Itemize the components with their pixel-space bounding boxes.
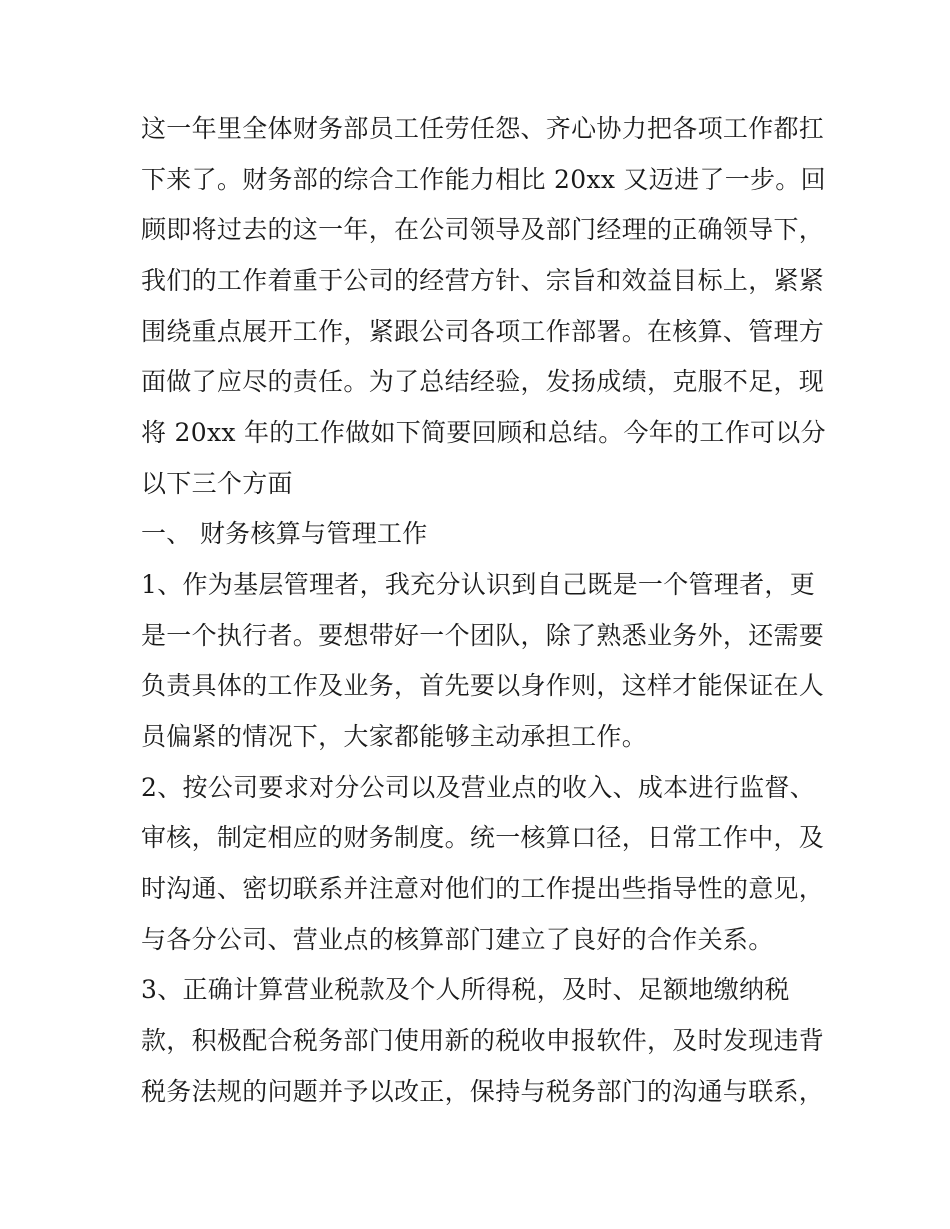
text-line: 款，积极配合税务部门使用新的税收申报软件，及时发现违背 bbox=[141, 1026, 825, 1055]
text-line: 这一年里全体财务部员工任劳任怨、齐心协力把各项工作都扛 bbox=[141, 114, 825, 143]
text-line: 将 20xx 年的工作做如下简要回顾和总结。今年的工作可以分 bbox=[141, 418, 826, 447]
text-line: 1、作为基层管理者，我充分认识到自己既是一个管理者，更 bbox=[141, 570, 816, 599]
text-line: 审核，制定相应的财务制度。统一核算口径，日常工作中，及 bbox=[141, 823, 825, 852]
text-line: 面做了应尽的责任。为了总结经验，发扬成绩，克服不足，现 bbox=[141, 367, 825, 396]
text-line: 是一个执行者。要想带好一个团队，除了熟悉业务外，还需要 bbox=[141, 621, 825, 650]
text-line: 税务法规的问题并予以改正，保持与税务部门的沟通与联系， bbox=[141, 1077, 825, 1106]
text-line: 围绕重点展开工作，紧跟公司各项工作部署。在核算、管理方 bbox=[141, 317, 825, 346]
text-line: 员偏紧的情况下，大家都能够主动承担工作。 bbox=[141, 722, 648, 751]
text-line: 以下三个方面 bbox=[141, 469, 293, 498]
text-line: 3、正确计算营业税款及个人所得税，及时、足额地缴纳税 bbox=[141, 975, 790, 1004]
text-line: 下来了。财务部的综合工作能力相比 20xx 又迈进了一步。回 bbox=[141, 165, 826, 194]
text-line: 2、按公司要求对分公司以及营业点的收入、成本进行监督、 bbox=[141, 773, 816, 802]
text-line: 时沟通、密切联系并注意对他们的工作提出些指导性的意见， bbox=[141, 874, 825, 903]
text-line: 与各分公司、营业点的核算部门建立了良好的合作关系。 bbox=[141, 925, 774, 954]
section-heading: 一、 财务核算与管理工作 bbox=[141, 519, 428, 548]
text-line: 我们的工作着重于公司的经营方针、宗旨和效益目标上，紧紧 bbox=[141, 266, 825, 295]
text-line: 负责具体的工作及业务，首先要以身作则，这样才能保证在人 bbox=[141, 671, 825, 700]
text-line: 顾即将过去的这一年，在公司领导及部门经理的正确领导下， bbox=[141, 215, 825, 244]
